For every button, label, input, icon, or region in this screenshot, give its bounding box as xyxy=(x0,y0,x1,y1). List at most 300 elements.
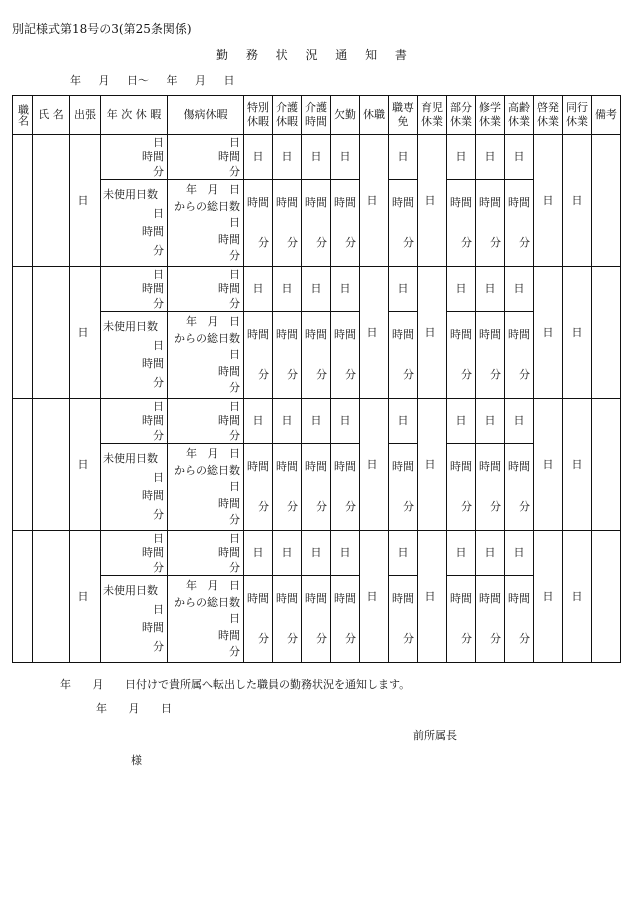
cell-minutes: 分 xyxy=(519,632,530,645)
cell-enlightenment-leave xyxy=(534,531,563,663)
header-absence: 欠勤 xyxy=(331,96,360,135)
cell-day: 日 xyxy=(77,325,89,339)
cell-business-trip xyxy=(70,531,101,663)
cell-absence-days xyxy=(331,135,360,180)
cell-minutes: 分 xyxy=(461,368,472,381)
cell-study-days xyxy=(476,399,505,444)
cell-accompany-leave xyxy=(563,399,592,531)
header-care-leave: 介護休暇 xyxy=(273,96,302,135)
cell-day: 日 xyxy=(153,135,164,149)
cell-day: 日 xyxy=(310,150,322,163)
cell-name xyxy=(33,399,70,531)
cell-leave-of-absence xyxy=(360,531,389,663)
cell-hours: 時間 xyxy=(276,328,298,341)
date-month: 月 xyxy=(128,702,140,715)
cell-accompany-leave xyxy=(563,135,592,267)
period-month-end: 月 xyxy=(195,74,206,87)
cell-day: 日 xyxy=(153,338,164,352)
cell-senior-days xyxy=(505,531,534,576)
cell-annual-leave-unused xyxy=(101,180,168,267)
cell-annual-leave-unused xyxy=(101,576,168,663)
cell-study-time xyxy=(476,576,505,663)
cell-enlightenment-leave xyxy=(534,267,563,399)
cell-hours: 時間 xyxy=(218,232,240,246)
cell-day: 日 xyxy=(397,546,409,559)
cell-remarks xyxy=(592,267,621,399)
cell-day: 日 xyxy=(310,282,322,295)
cell-enlightenment-leave xyxy=(534,399,563,531)
cell-hours: 時間 xyxy=(218,150,240,163)
sick-day: 日 xyxy=(229,579,240,592)
header-senior-leave: 高齢休業 xyxy=(505,96,534,135)
unused-days-label: 未使用日数 xyxy=(103,188,158,201)
cell-study-time xyxy=(476,180,505,267)
cell-day: 日 xyxy=(252,414,264,427)
cell-minutes: 分 xyxy=(229,513,240,526)
cell-childcare-leave xyxy=(418,135,447,267)
cell-hours: 時間 xyxy=(508,196,530,209)
cell-childcare-leave xyxy=(418,267,447,399)
sick-day: 日 xyxy=(229,183,240,196)
attendance-table xyxy=(12,95,621,663)
former-department-head: 前所属長 xyxy=(413,729,457,742)
cell-absence-time xyxy=(331,444,360,531)
unused-label-row xyxy=(101,452,164,466)
document-title: 勤 務 状 況 通 知 書 xyxy=(216,48,414,62)
sick-day: 日 xyxy=(229,447,240,460)
unused-label-row xyxy=(101,188,164,202)
cell-annual-leave-used xyxy=(101,531,168,576)
cell-day: 日 xyxy=(229,348,240,361)
cell-day: 日 xyxy=(542,589,554,603)
cell-day: 日 xyxy=(513,282,525,295)
sick-month: 月 xyxy=(207,579,219,592)
cell-name xyxy=(33,267,70,399)
cell-hours: 時間 xyxy=(508,328,530,341)
cell-caretime-time xyxy=(302,444,331,531)
form-label: 別記様式第18号の3(第25条関係) xyxy=(12,22,192,36)
cell-sick-leave-total xyxy=(168,444,244,531)
cell-minutes: 分 xyxy=(403,500,414,513)
cell-partial-days xyxy=(447,531,476,576)
cell-exclusive-exempt-time xyxy=(389,444,418,531)
cell-partial-time xyxy=(447,312,476,399)
cell-minutes: 分 xyxy=(490,236,501,249)
total-since-label: からの総日数 xyxy=(174,595,240,609)
cell-minutes: 分 xyxy=(229,249,240,262)
cell-minutes: 分 xyxy=(153,507,164,521)
cell-day: 日 xyxy=(571,325,583,339)
unused-label-row xyxy=(101,584,164,598)
cell-day: 日 xyxy=(366,589,378,603)
cell-day: 日 xyxy=(77,193,89,207)
cell-study-time xyxy=(476,312,505,399)
cell-special-time xyxy=(244,576,273,663)
notice-text: 日付けで貴所属へ転出した職員の勤務状況を通知します。 xyxy=(125,678,411,691)
cell-minutes: 分 xyxy=(403,632,414,645)
cell-name-title xyxy=(13,267,33,399)
total-since-label: からの総日数 xyxy=(174,199,240,213)
notice-year: 年 xyxy=(60,678,71,691)
unused-days-label: 未使用日数 xyxy=(103,320,158,333)
cell-hours: 時間 xyxy=(142,225,164,239)
cell-study-days xyxy=(476,135,505,180)
cell-hours: 時間 xyxy=(450,328,472,341)
cell-day: 日 xyxy=(484,414,496,427)
cell-senior-days xyxy=(505,267,534,312)
cell-day: 日 xyxy=(229,531,240,545)
cell-minutes: 分 xyxy=(490,368,501,381)
cell-day: 日 xyxy=(281,150,293,163)
cell-minutes: 分 xyxy=(229,645,240,658)
cell-day: 日 xyxy=(229,480,240,493)
cell-caretime-days xyxy=(302,399,331,444)
cell-hours: 時間 xyxy=(276,196,298,209)
cell-minutes: 分 xyxy=(403,236,414,249)
cell-remarks xyxy=(592,399,621,531)
cell-minutes: 分 xyxy=(287,632,298,645)
cell-day: 日 xyxy=(397,414,409,427)
cell-day: 日 xyxy=(229,135,240,149)
period-line xyxy=(70,72,249,88)
cell-accompany-leave xyxy=(563,267,592,399)
cell-caretime-days xyxy=(302,267,331,312)
cell-business-trip xyxy=(70,267,101,399)
cell-minutes: 分 xyxy=(461,632,472,645)
cell-day: 日 xyxy=(455,282,467,295)
unused-days-label: 未使用日数 xyxy=(103,452,158,465)
cell-day: 日 xyxy=(571,193,583,207)
cell-hours: 時間 xyxy=(142,546,164,559)
cell-minutes: 分 xyxy=(345,368,356,381)
cell-hours: 時間 xyxy=(392,196,414,209)
cell-minutes: 分 xyxy=(490,500,501,513)
unused-days-label: 未使用日数 xyxy=(103,584,158,597)
cell-hours: 時間 xyxy=(305,196,327,209)
cell-study-days xyxy=(476,531,505,576)
cell-annual-leave-used xyxy=(101,399,168,444)
cell-sick-leave-total xyxy=(168,576,244,663)
cell-partial-time xyxy=(447,444,476,531)
sick-year: 年 xyxy=(186,447,197,460)
cell-senior-days xyxy=(505,135,534,180)
cell-day: 日 xyxy=(339,150,351,163)
cell-day: 日 xyxy=(484,150,496,163)
cell-care-days xyxy=(273,399,302,444)
cell-exclusive-exempt-time xyxy=(389,312,418,399)
cell-minutes: 分 xyxy=(345,500,356,513)
cell-day: 日 xyxy=(153,531,164,545)
cell-care-time xyxy=(273,444,302,531)
sick-year: 年 xyxy=(186,183,197,196)
cell-hours: 時間 xyxy=(218,628,240,642)
cell-day: 日 xyxy=(513,414,525,427)
cell-study-days xyxy=(476,267,505,312)
cell-day: 日 xyxy=(424,325,436,339)
cell-name-title xyxy=(13,531,33,663)
cell-minutes: 分 xyxy=(345,236,356,249)
cell-day: 日 xyxy=(252,282,264,295)
header-sick-leave: 傷病休暇 xyxy=(168,96,244,135)
cell-hours: 時間 xyxy=(305,328,327,341)
total-since-label: からの総日数 xyxy=(174,331,240,345)
footer-notice xyxy=(60,676,428,692)
cell-annual-leave-used xyxy=(101,135,168,180)
cell-day: 日 xyxy=(542,457,554,471)
cell-minutes: 分 xyxy=(287,368,298,381)
header-name: 氏 名 xyxy=(33,96,70,135)
cell-minutes: 分 xyxy=(153,428,164,442)
cell-childcare-leave xyxy=(418,399,447,531)
addressee: 様 xyxy=(131,754,142,767)
cell-day: 日 xyxy=(229,216,240,229)
cell-annual-leave-used xyxy=(101,267,168,312)
cell-minutes: 分 xyxy=(461,236,472,249)
cell-sick-leave-used xyxy=(168,267,244,312)
header-accompany-leave: 同行休業 xyxy=(563,96,592,135)
cell-care-time xyxy=(273,180,302,267)
cell-care-days xyxy=(273,267,302,312)
cell-enlightenment-leave xyxy=(534,135,563,267)
cell-hours: 時間 xyxy=(142,150,164,163)
cell-minutes: 分 xyxy=(229,428,240,442)
cell-minutes: 分 xyxy=(519,236,530,249)
cell-minutes: 分 xyxy=(258,236,269,249)
cell-minutes: 分 xyxy=(316,500,327,513)
cell-absence-time xyxy=(331,576,360,663)
cell-day: 日 xyxy=(571,457,583,471)
cell-absence-days xyxy=(331,531,360,576)
sick-day: 日 xyxy=(229,315,240,328)
cell-hours: 時間 xyxy=(392,460,414,473)
cell-hours: 時間 xyxy=(392,592,414,605)
cell-day: 日 xyxy=(153,206,164,220)
cell-minutes: 分 xyxy=(519,500,530,513)
header-leave-of-absence: 休職 xyxy=(360,96,389,135)
cell-hours: 時間 xyxy=(142,621,164,635)
cell-day: 日 xyxy=(229,267,240,281)
cell-hours: 時間 xyxy=(247,196,269,209)
cell-day: 日 xyxy=(424,193,436,207)
cell-annual-leave-unused xyxy=(101,444,168,531)
cell-exclusive-exempt-time xyxy=(389,576,418,663)
cell-hours: 時間 xyxy=(479,592,501,605)
cell-caretime-days xyxy=(302,531,331,576)
cell-day: 日 xyxy=(366,325,378,339)
footer-date xyxy=(96,700,190,716)
cell-hours: 時間 xyxy=(247,592,269,605)
cell-hours: 時間 xyxy=(276,460,298,473)
cell-hours: 時間 xyxy=(218,364,240,378)
cell-day: 日 xyxy=(484,546,496,559)
cell-minutes: 分 xyxy=(229,296,240,310)
cell-minutes: 分 xyxy=(258,500,269,513)
cell-day: 日 xyxy=(281,282,293,295)
cell-day: 日 xyxy=(366,457,378,471)
cell-hours: 時間 xyxy=(142,357,164,371)
cell-minutes: 分 xyxy=(153,560,164,574)
cell-hours: 時間 xyxy=(508,460,530,473)
period-year-start: 年 xyxy=(70,74,81,87)
period-year-end: 年 xyxy=(166,74,178,87)
sick-year: 年 xyxy=(186,315,197,328)
unused-label-row xyxy=(101,320,164,334)
cell-hours: 時間 xyxy=(334,460,356,473)
cell-childcare-leave xyxy=(418,531,447,663)
table-row xyxy=(13,399,621,444)
cell-remarks xyxy=(592,531,621,663)
cell-accompany-leave xyxy=(563,531,592,663)
cell-partial-time xyxy=(447,180,476,267)
table-row xyxy=(13,267,621,312)
cell-day: 日 xyxy=(571,589,583,603)
cell-absence-days xyxy=(331,267,360,312)
cell-care-time xyxy=(273,312,302,399)
cell-sick-leave-used xyxy=(168,531,244,576)
cell-day: 日 xyxy=(281,546,293,559)
table-header-row xyxy=(13,96,621,135)
date-year: 年 xyxy=(96,702,107,715)
cell-name xyxy=(33,531,70,663)
cell-minutes: 分 xyxy=(153,164,164,178)
cell-hours: 時間 xyxy=(218,496,240,510)
header-childcare-leave: 育児休業 xyxy=(418,96,447,135)
cell-hours: 時間 xyxy=(276,592,298,605)
cell-hours: 時間 xyxy=(305,460,327,473)
cell-day: 日 xyxy=(542,325,554,339)
cell-absence-time xyxy=(331,180,360,267)
cell-exclusive-exempt-days xyxy=(389,531,418,576)
header-business-trip: 出張 xyxy=(70,96,101,135)
cell-hours: 時間 xyxy=(392,328,414,341)
cell-senior-days xyxy=(505,399,534,444)
cell-minutes: 分 xyxy=(316,368,327,381)
cell-day: 日 xyxy=(77,589,89,603)
cell-day: 日 xyxy=(455,150,467,163)
header-special-leave: 特別休暇 xyxy=(244,96,273,135)
cell-hours: 時間 xyxy=(334,328,356,341)
cell-leave-of-absence xyxy=(360,267,389,399)
cell-exclusive-exempt-time xyxy=(389,180,418,267)
cell-sick-leave-used xyxy=(168,399,244,444)
cell-partial-days xyxy=(447,135,476,180)
cell-remarks xyxy=(592,135,621,267)
cell-senior-time xyxy=(505,444,534,531)
cell-senior-time xyxy=(505,312,534,399)
cell-hours: 時間 xyxy=(247,328,269,341)
cell-special-days xyxy=(244,135,273,180)
sick-month: 月 xyxy=(207,315,219,328)
cell-hours: 時間 xyxy=(142,414,164,427)
cell-day: 日 xyxy=(77,457,89,471)
cell-hours: 時間 xyxy=(508,592,530,605)
cell-day: 日 xyxy=(252,150,264,163)
cell-day: 日 xyxy=(397,282,409,295)
cell-annual-leave-unused xyxy=(101,312,168,399)
cell-business-trip xyxy=(70,399,101,531)
cell-day: 日 xyxy=(424,589,436,603)
cell-day: 日 xyxy=(397,150,409,163)
cell-special-time xyxy=(244,444,273,531)
cell-day: 日 xyxy=(153,267,164,281)
sick-month: 月 xyxy=(207,183,219,196)
cell-hours: 時間 xyxy=(142,282,164,295)
cell-hours: 時間 xyxy=(218,414,240,427)
cell-hours: 時間 xyxy=(450,460,472,473)
cell-absence-time xyxy=(331,312,360,399)
cell-special-days xyxy=(244,267,273,312)
cell-hours: 時間 xyxy=(218,282,240,295)
cell-study-time xyxy=(476,444,505,531)
cell-day: 日 xyxy=(424,457,436,471)
cell-caretime-time xyxy=(302,312,331,399)
cell-day: 日 xyxy=(455,546,467,559)
table-row xyxy=(13,531,621,576)
cell-day: 日 xyxy=(310,546,322,559)
cell-partial-time xyxy=(447,576,476,663)
cell-exclusive-exempt-days xyxy=(389,135,418,180)
cell-day: 日 xyxy=(366,193,378,207)
cell-exclusive-exempt-days xyxy=(389,267,418,312)
table-row xyxy=(13,576,621,663)
cell-day: 日 xyxy=(484,282,496,295)
table-row xyxy=(13,180,621,267)
cell-special-days xyxy=(244,531,273,576)
cell-business-trip xyxy=(70,135,101,267)
cell-minutes: 分 xyxy=(153,639,164,653)
cell-day: 日 xyxy=(455,414,467,427)
cell-sick-leave-total xyxy=(168,312,244,399)
cell-day: 日 xyxy=(339,546,351,559)
cell-care-days xyxy=(273,135,302,180)
cell-partial-days xyxy=(447,399,476,444)
cell-day: 日 xyxy=(229,612,240,625)
period-day-start: 日〜 xyxy=(127,74,149,87)
cell-caretime-time xyxy=(302,180,331,267)
total-since-label: からの総日数 xyxy=(174,463,240,477)
sick-month: 月 xyxy=(207,447,219,460)
cell-day: 日 xyxy=(153,470,164,484)
period-day-end: 日 xyxy=(223,74,235,87)
cell-leave-of-absence xyxy=(360,135,389,267)
cell-senior-time xyxy=(505,180,534,267)
cell-caretime-days xyxy=(302,135,331,180)
cell-care-time xyxy=(273,576,302,663)
cell-special-time xyxy=(244,312,273,399)
cell-special-days xyxy=(244,399,273,444)
cell-special-time xyxy=(244,180,273,267)
cell-day: 日 xyxy=(513,546,525,559)
cell-minutes: 分 xyxy=(519,368,530,381)
cell-minutes: 分 xyxy=(229,381,240,394)
cell-day: 日 xyxy=(252,546,264,559)
cell-day: 日 xyxy=(339,282,351,295)
cell-minutes: 分 xyxy=(345,632,356,645)
table-row xyxy=(13,444,621,531)
cell-partial-days xyxy=(447,267,476,312)
cell-name-title xyxy=(13,399,33,531)
cell-hours: 時間 xyxy=(247,460,269,473)
cell-minutes: 分 xyxy=(287,500,298,513)
cell-care-days xyxy=(273,531,302,576)
cell-minutes: 分 xyxy=(153,375,164,389)
cell-hours: 時間 xyxy=(142,489,164,503)
cell-exclusive-exempt-days xyxy=(389,399,418,444)
table-row xyxy=(13,312,621,399)
cell-hours: 時間 xyxy=(334,592,356,605)
sick-year: 年 xyxy=(186,579,197,592)
cell-hours: 時間 xyxy=(305,592,327,605)
